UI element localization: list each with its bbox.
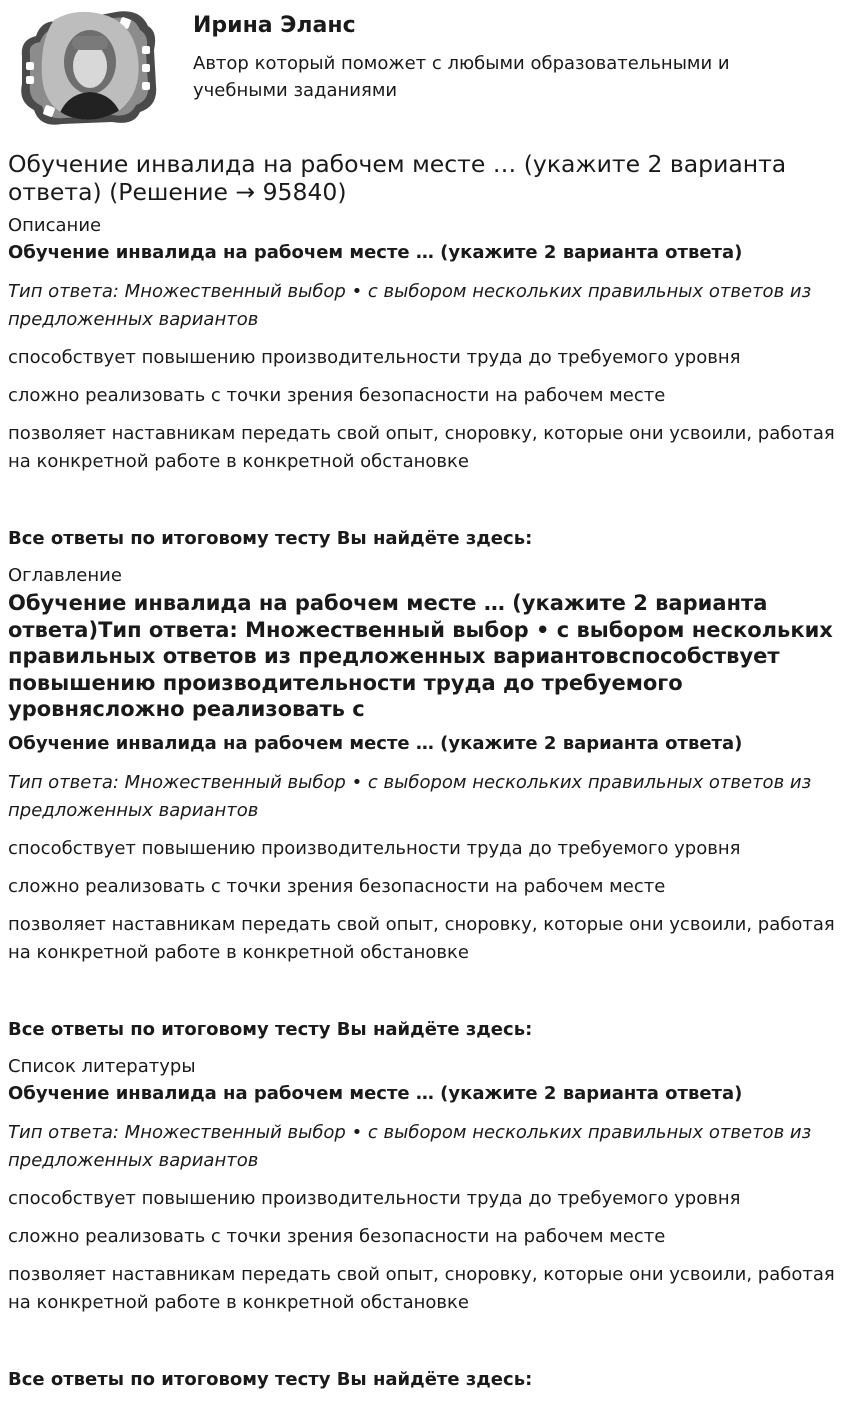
question-type: Тип ответа: Множественный выбор • с выбором нескольких правильных ответов из предложенных вариантов	[8, 1121, 812, 1171]
spacer	[8, 486, 839, 526]
answer-option: способствует повышению производительности труда до требуемого уровня	[8, 837, 741, 859]
section-description	[8, 214, 839, 552]
section-label-toc: Оглавление	[8, 565, 122, 586]
section-label-bibliography: Список литературы	[8, 1055, 196, 1077]
toc-heading: Обучение инвалида на рабочем месте … (укажите 2 варианта ответа)Тип ответа: Множественный выбор • с выбором нескольких правильных ответов из предложенных вариантовспособствует повышению производительности труда до требуемого уровнясложно реализовать с	[8, 591, 833, 721]
author-header	[8, 0, 839, 140]
avatar-frame-image	[16, 6, 158, 126]
answer-option: позволяет наставникам передать свой опыт, сноровку, которые они усвоили, работая на конкретной работе в конкретной обстановке	[8, 913, 835, 963]
answer-option: способствует повышению производительности труда до требуемого уровня	[8, 347, 741, 368]
all-answers-link-text: Все ответы по итоговому тесту Вы найдёте здесь:	[8, 528, 533, 549]
answer-option: сложно реализовать с точки зрения безопасности на рабочем месте	[8, 1225, 666, 1247]
answer-option: позволяет наставникам передать свой опыт, сноровку, которые они усвоили, работая на конкретной работе в конкретной обстановке	[8, 423, 835, 472]
answer-option: сложно реализовать с точки зрения безопасности на рабочем месте	[8, 385, 666, 406]
all-answers-link-text: Все ответы по итоговому тесту Вы найдёте здесь:	[8, 1018, 533, 1040]
question-title: Обучение инвалида на рабочем месте … (укажите 2 варианта ответа)	[8, 1082, 743, 1104]
spacer	[8, 977, 839, 1017]
page-title: Обучение инвалида на рабочем месте … (укажите 2 варианта ответа) (Решение → 95840)	[8, 150, 787, 206]
section-bibliography	[8, 1055, 839, 1393]
author-bio: Автор который поможет с любыми образовательными и учебными заданиями	[193, 53, 730, 101]
spacer	[8, 1327, 839, 1367]
question-type: Тип ответа: Множественный выбор • с выбором нескольких правильных ответов из предложенных вариантов	[8, 281, 812, 330]
section-toc	[8, 564, 839, 1043]
answer-option: сложно реализовать с точки зрения безопасности на рабочем месте	[8, 875, 666, 897]
all-answers-link-text: Все ответы по итоговому тесту Вы найдёте здесь:	[8, 1368, 533, 1390]
question-title: Обучение инвалида на рабочем месте … (укажите 2 варианта ответа)	[8, 732, 743, 754]
question-title: Обучение инвалида на рабочем месте … (укажите 2 варианта ответа)	[8, 242, 743, 263]
answer-option: позволяет наставникам передать свой опыт, сноровку, которые они усвоили, работая на конкретной работе в конкретной обстановке	[8, 1263, 835, 1313]
section-label-description: Описание	[8, 215, 102, 236]
question-type: Тип ответа: Множественный выбор • с выбором нескольких правильных ответов из предложенных вариантов	[8, 771, 812, 821]
author-avatar[interactable]	[16, 6, 158, 126]
author-name[interactable]: Ирина Эланс	[193, 13, 356, 38]
answer-option: способствует повышению производительности труда до требуемого уровня	[8, 1187, 741, 1209]
